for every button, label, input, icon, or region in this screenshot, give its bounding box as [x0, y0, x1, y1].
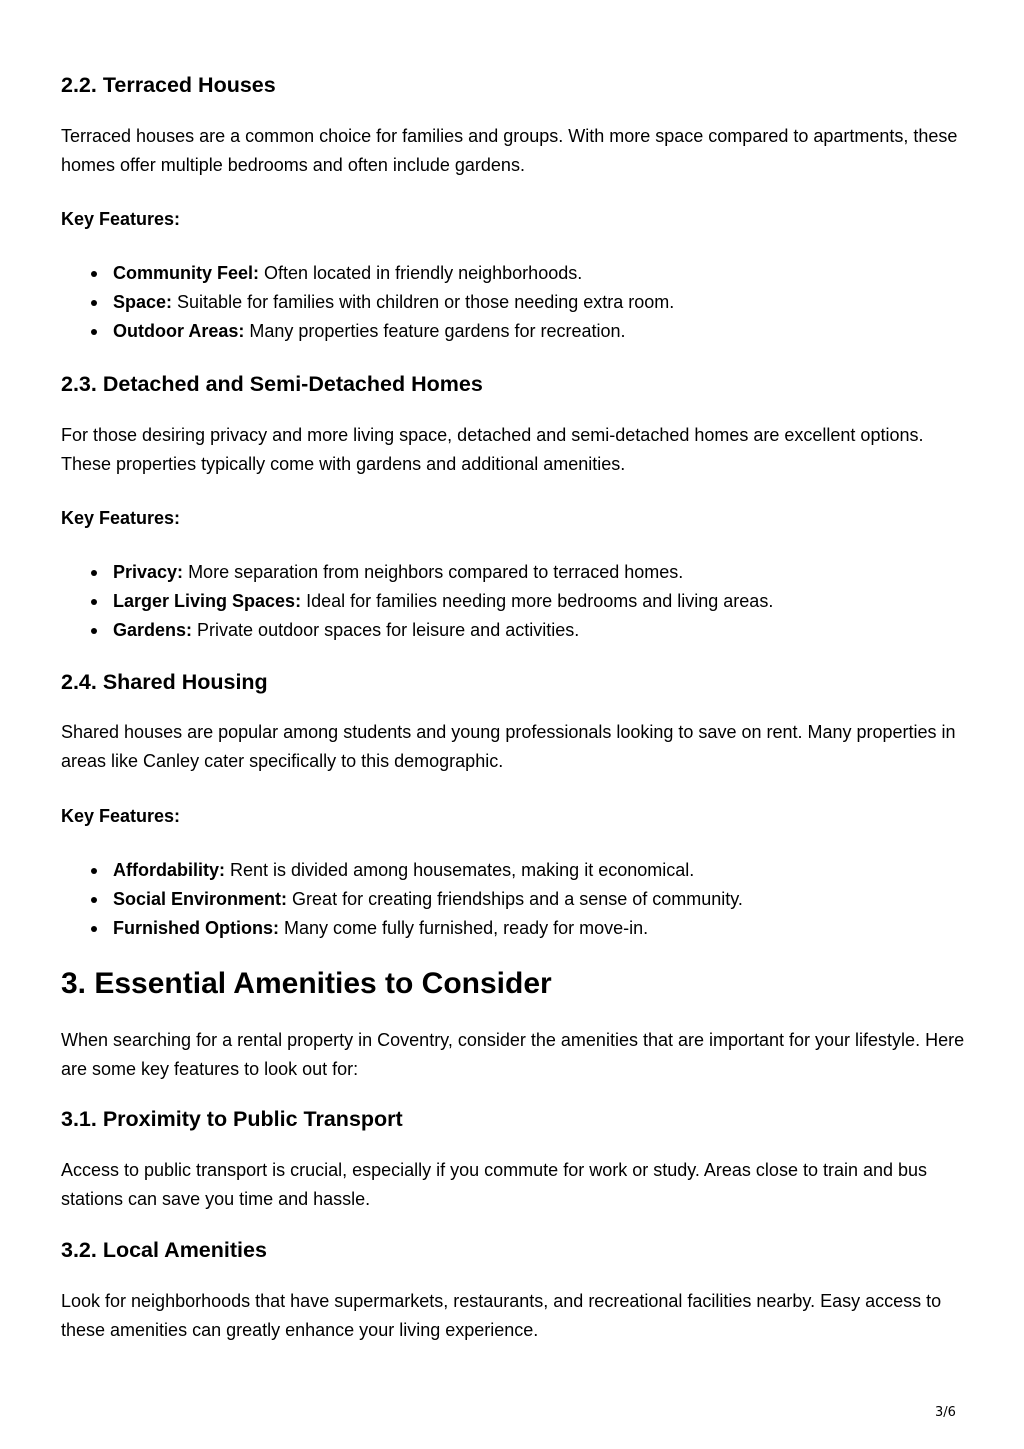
bullet-icon: [91, 300, 97, 306]
key-features-label: Key Features:: [61, 508, 181, 528]
key-features-label: Key Features:: [61, 806, 181, 826]
section-heading-3-2: 3.2. Local Amenities: [61, 1238, 267, 1262]
feature-list-2-3: [61, 558, 966, 645]
list-item: Outdoor Areas: Many properties feature gardens for recreation.: [61, 317, 966, 346]
bullet-icon: [91, 897, 97, 903]
section-heading-2-4: 2.4. Shared Housing: [61, 670, 268, 694]
section-heading-3: 3. Essential Amenities to Consider: [61, 967, 552, 1000]
section-body-2-4: Shared houses are popular among students and young professionals looking to save on rent. Many properties in areas like Canley cater specifically to this demographic.: [61, 722, 956, 771]
bullet-icon: [91, 599, 97, 605]
list-item: Social Environment: Great for creating friendships and a sense of community.: [61, 885, 966, 914]
list-item: Larger Living Spaces: Ideal for families needing more bedrooms and living areas.: [61, 587, 966, 616]
key-features-label: Key Features:: [61, 209, 181, 229]
list-item: Space: Suitable for families with children or those needing extra room.: [61, 288, 966, 317]
bullet-icon: [91, 926, 97, 932]
section-body-3-1: Access to public transport is crucial, especially if you commute for work or study. Areas close to train and bus stations can save you time and hassle.: [61, 1160, 928, 1209]
section-heading-2-2: 2.2. Terraced Houses: [61, 73, 276, 97]
section-heading-3-1: 3.1. Proximity to Public Transport: [61, 1107, 403, 1131]
section-body-3-2: Look for neighborhoods that have supermarkets, restaurants, and recreational facilities nearby. Easy access to these amenities can greatly enhance your living experience.: [61, 1291, 942, 1340]
list-item: Privacy: More separation from neighbors compared to terraced homes.: [61, 558, 966, 587]
list-item: Affordability: Rent is divided among housemates, making it economical.: [61, 856, 966, 885]
list-item: Community Feel: Often located in friendly neighborhoods.: [61, 259, 966, 288]
page-number: 3/6: [935, 1405, 956, 1420]
bullet-icon: [91, 628, 97, 634]
list-item: Furnished Options: Many come fully furnished, ready for move-in.: [61, 914, 966, 943]
list-item: Gardens: Private outdoor spaces for leisure and activities.: [61, 616, 966, 645]
bullet-icon: [91, 868, 97, 874]
bullet-icon: [91, 329, 97, 335]
section-body-2-3: For those desiring privacy and more living space, detached and semi-detached homes are excellent options. These properties typically come with gardens and additional amenities.: [61, 425, 924, 474]
feature-list-2-4: [61, 856, 966, 943]
feature-list-2-2: [61, 259, 966, 346]
bullet-icon: [91, 271, 97, 277]
section-body-3: When searching for a rental property in Coventry, consider the amenities that are important for your lifestyle. Here are some key features to look out for:: [61, 1030, 965, 1079]
section-body-2-2: Terraced houses are a common choice for families and groups. With more space compared to apartments, these homes offer multiple bedrooms and often include gardens.: [61, 126, 958, 175]
section-heading-2-3: 2.3. Detached and Semi-Detached Homes: [61, 372, 483, 396]
bullet-icon: [91, 570, 97, 576]
